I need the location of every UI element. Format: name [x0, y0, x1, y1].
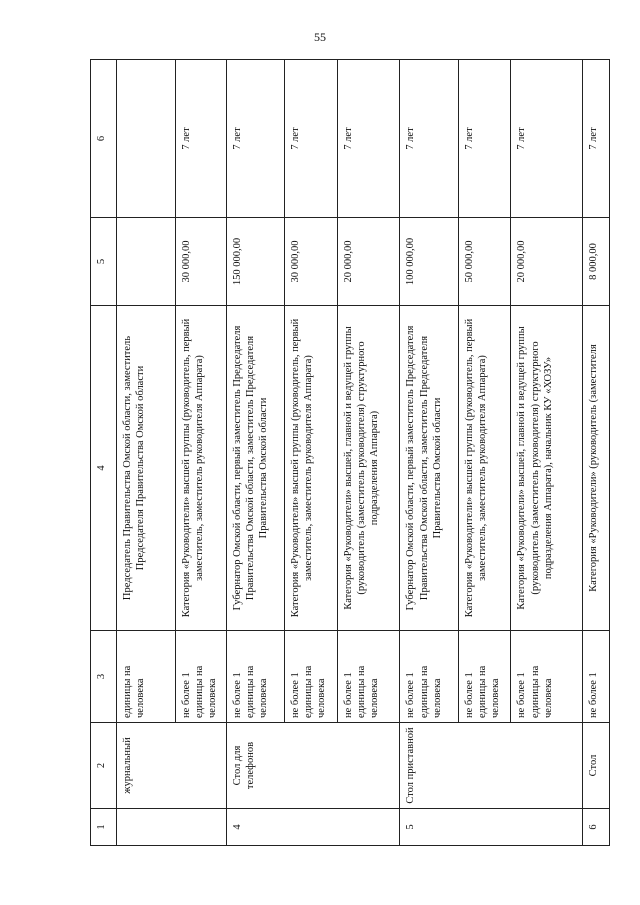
header-cell: 5 [91, 218, 117, 306]
position-category: Категория «Руководители» высшей, главной и ведущей группы (руководитель (заместитель руководителя) структурного подразделения Аппарата), начальник КУ «ХОЗУ» [511, 306, 582, 631]
price-limit: 150 000,00 [226, 218, 285, 306]
service-term: 7 лет [400, 60, 459, 218]
table-row [582, 60, 609, 846]
price-limit: 50 000,00 [459, 218, 511, 306]
quantity-norm: не более 1 единицы на человека [285, 631, 337, 723]
position-category: Губернатор Омской области, первый заместитель Председателя Правительства Омской области, заместитель Председателя Правительства Омской области [226, 306, 285, 631]
row-number: 4 [226, 809, 400, 846]
header-cell: 4 [91, 306, 117, 631]
table-row [117, 60, 176, 846]
header-cell: 3 [91, 631, 117, 723]
quantity-norm: не более 1 единицы на человека [400, 631, 459, 723]
position-category: Председатель Правительства Омской области, заместитель Председателя Правительства Омской области [117, 306, 176, 631]
position-category: Категория «Руководители» высшей группы (руководитель, первый заместитель, заместитель руководителя Аппарата) [285, 306, 337, 631]
rotated-table-container [90, 60, 610, 846]
row-number: 6 [582, 809, 609, 846]
item-name: журнальный [117, 723, 226, 809]
service-term: 7 лет [511, 60, 582, 218]
quantity-norm: не более 1 единицы на человека [511, 631, 582, 723]
item-name: Стол для телефонов [226, 723, 400, 809]
price-limit: 30 000,00 [285, 218, 337, 306]
item-name: Стол [582, 723, 609, 809]
quantity-norm: единицы на человека [117, 631, 176, 723]
price-limit: 30 000,00 [175, 218, 226, 306]
price-limit: 100 000,00 [400, 218, 459, 306]
position-category: Категория «Руководители» высшей, главной и ведущей группы (руководитель (заместитель руководителя) структурного подразделения Аппарата) [337, 306, 400, 631]
item-name: Стол приставной [400, 723, 582, 809]
page-number: 55 [314, 30, 326, 44]
position-category: Губернатор Омской области, первый заместитель Председателя Правительства Омской области, заместитель Председателя Правительства Омской области [400, 306, 459, 631]
position-category: Категория «Руководители» высшей группы (руководитель, первый заместитель, заместитель руководителя Аппарата) [175, 306, 226, 631]
row-number: 5 [400, 809, 582, 846]
quantity-norm: не более 1 единицы на человека [337, 631, 400, 723]
price-limit: 20 000,00 [337, 218, 400, 306]
quantity-norm: не более 1 единицы на человека [226, 631, 285, 723]
header-row [91, 60, 117, 846]
table-row [400, 60, 459, 846]
quantity-norm: не более 1 единицы на человека [459, 631, 511, 723]
rotated-table-area [90, 60, 610, 846]
service-term: 7 лет [337, 60, 400, 218]
price-limit: 20 000,00 [511, 218, 582, 306]
table-row [226, 60, 285, 846]
furniture-norms-table [90, 59, 610, 846]
quantity-norm: не более 1 [582, 631, 609, 723]
service-term: 7 лет [285, 60, 337, 218]
row-number [117, 809, 226, 846]
header-cell: 1 [91, 809, 117, 846]
header-cell: 2 [91, 723, 117, 809]
service-term: 7 лет [175, 60, 226, 218]
quantity-norm: не более 1 единицы на человека [175, 631, 226, 723]
service-term: 7 лет [226, 60, 285, 218]
service-term: 7 лет [459, 60, 511, 218]
service-term: 7 лет [582, 60, 609, 218]
position-category: Категория «Руководители» (руководитель (заместителя [582, 306, 609, 631]
header-cell: 6 [91, 60, 117, 218]
position-category: Категория «Руководители» высшей группы (руководитель, первый заместитель, заместитель руководителя Аппарата) [459, 306, 511, 631]
service-term [117, 60, 176, 218]
price-limit: 8 000,00 [582, 218, 609, 306]
price-limit [117, 218, 176, 306]
